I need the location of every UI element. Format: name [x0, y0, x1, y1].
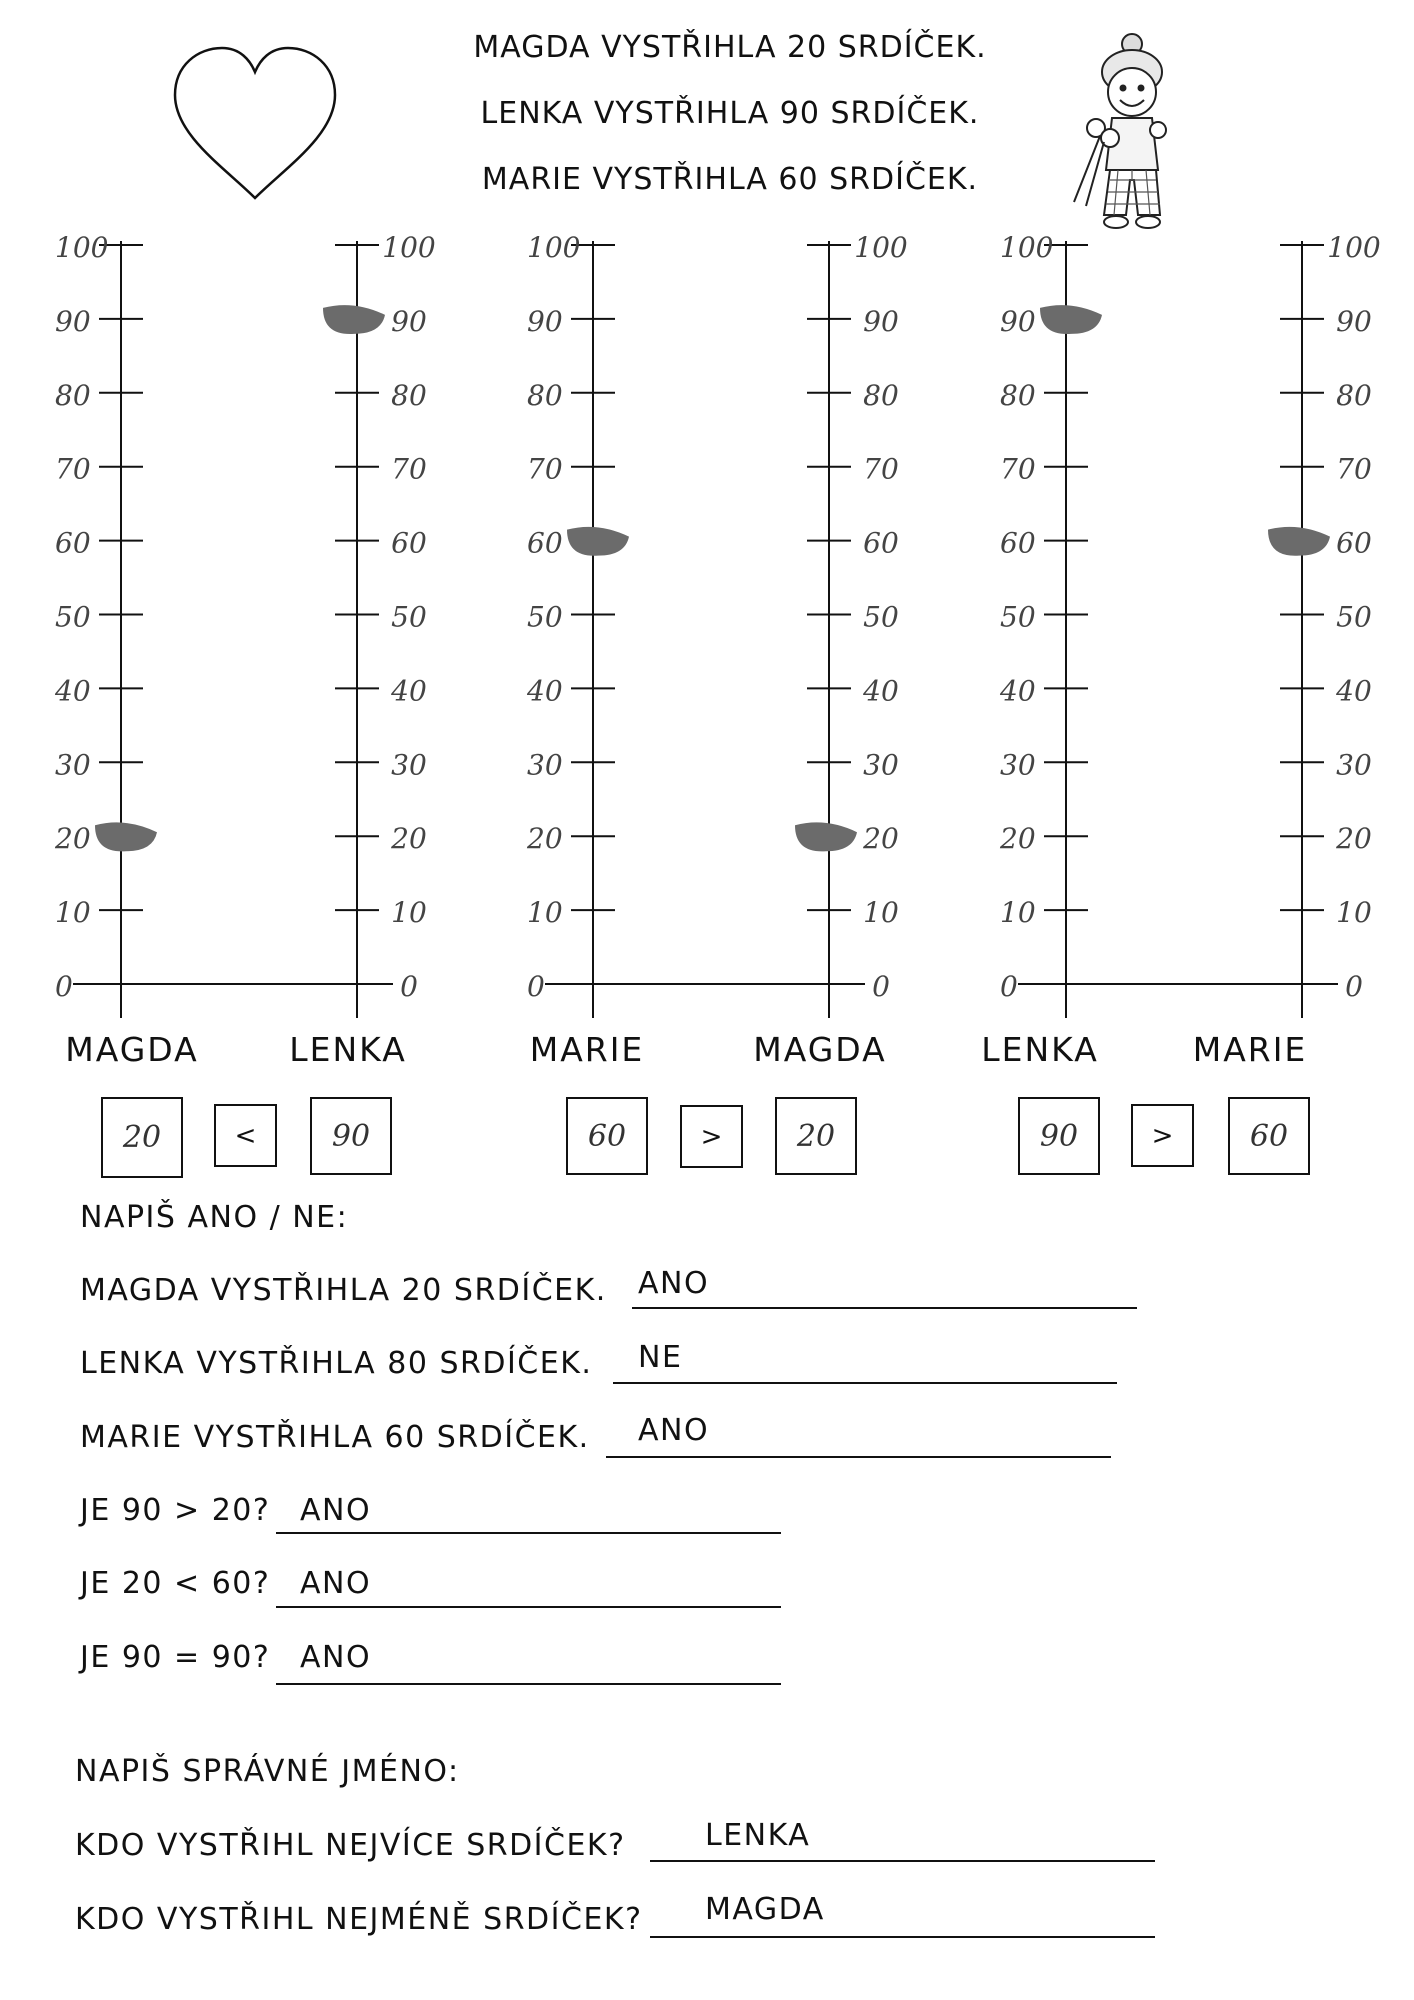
question-6: JE 90 = 90?: [80, 1640, 271, 1675]
scale-tick-label: 20: [391, 822, 427, 856]
answer-6[interactable]: ANO: [300, 1640, 372, 1675]
value-marker: [795, 822, 857, 851]
answer-3[interactable]: ANO: [638, 1413, 710, 1448]
question-1: MAGDA VYSTŘIHLA 20 SRDÍČEK.: [80, 1273, 607, 1308]
scale-tick-label: 90: [1000, 304, 1036, 338]
scale-tick-label: 40: [55, 674, 91, 708]
question-2: LENKA VYSTŘIHLA 80 SRDÍČEK.: [80, 1346, 593, 1381]
scale-tick-label: 90: [1336, 304, 1372, 338]
scale-tick-label: 0: [55, 970, 73, 1003]
scale-tick-label: 50: [55, 600, 91, 634]
symbol-box-1[interactable]: <: [214, 1104, 277, 1167]
scale-label-magda-2: MAGDA: [753, 1030, 887, 1069]
scale-tick-label: 60: [527, 526, 563, 560]
intro-line-lenka: LENKA VYSTŘIHLA 90 SRDÍČEK.: [480, 96, 980, 131]
answer-box-lenka[interactable]: 90: [310, 1097, 392, 1175]
question-5: JE 20 < 60?: [80, 1566, 271, 1601]
answer-box-marie[interactable]: 60: [566, 1097, 648, 1175]
scale-tick-label: 40: [863, 674, 899, 708]
answer-line-2: [613, 1382, 1117, 1384]
scale-tick-label: 70: [1000, 452, 1036, 486]
scale-tick-label: 10: [391, 896, 427, 930]
scale-label-marie-2: MARIE: [1192, 1030, 1308, 1069]
scale-tick-label: 80: [391, 378, 427, 412]
answer-5[interactable]: ANO: [300, 1566, 372, 1601]
scale-tick-label: 0: [527, 970, 545, 1003]
scale-tick-label: 100: [854, 231, 908, 264]
scale-tick-label: 50: [391, 600, 427, 634]
scale-tick-label: 90: [55, 304, 91, 338]
scale-tick-label: 70: [1336, 452, 1372, 486]
answer-2[interactable]: NE: [638, 1340, 683, 1375]
answer-line-least: [650, 1936, 1155, 1938]
answer-line-5: [276, 1606, 781, 1608]
scale-tick-label: 40: [391, 674, 427, 708]
answer-4[interactable]: ANO: [300, 1493, 372, 1528]
value-marker: [1040, 305, 1102, 334]
scale-label-lenka-2: LENKA: [981, 1030, 1099, 1069]
question-3: MARIE VYSTŘIHLA 60 SRDÍČEK.: [80, 1420, 590, 1455]
symbol-box-2[interactable]: >: [680, 1105, 743, 1168]
answer-line-4: [276, 1532, 781, 1534]
answer-most[interactable]: LENKA: [705, 1818, 811, 1853]
scale-tick-label: 40: [1336, 674, 1372, 708]
scale-tick-label: 100: [1327, 231, 1381, 264]
scale-tick-label: 60: [55, 526, 91, 560]
scale-tick-label: 0: [1345, 970, 1363, 1003]
scale-tick-label: 40: [1000, 674, 1036, 708]
scale-tick-label: 30: [391, 748, 427, 782]
scale-tick-label: 70: [55, 452, 91, 486]
symbol-box-3[interactable]: >: [1131, 1104, 1194, 1167]
section-heading-ano-ne: NAPIŠ ANO / NE:: [80, 1200, 349, 1235]
answer-line-3: [606, 1456, 1111, 1458]
answer-box-magda-2[interactable]: 20: [775, 1097, 857, 1175]
scale-tick-label: 20: [863, 822, 899, 856]
scale-tick-label: 100: [1000, 231, 1054, 264]
scale-tick-label: 0: [400, 970, 418, 1003]
value-marker: [567, 527, 629, 556]
value-marker: [323, 305, 385, 334]
scale-tick-label: 70: [391, 452, 427, 486]
answer-box-lenka-2[interactable]: 90: [1018, 1097, 1100, 1175]
scale-tick-label: 100: [527, 231, 581, 264]
scale-tick-label: 30: [863, 748, 899, 782]
scale-tick-label: 80: [1000, 378, 1036, 412]
scale-tick-label: 80: [1336, 378, 1372, 412]
scale-tick-label: 20: [527, 822, 563, 856]
scale-tick-label: 50: [1000, 600, 1036, 634]
answer-line-6: [276, 1683, 781, 1685]
scale-tick-label: 80: [55, 378, 91, 412]
scale-tick-label: 10: [1336, 896, 1372, 930]
scale-tick-label: 100: [382, 231, 436, 264]
question-least: KDO VYSTŘIHL NEJMÉNĚ SRDÍČEK?: [75, 1902, 643, 1937]
scale-tick-label: 10: [527, 896, 563, 930]
scale-tick-label: 40: [527, 674, 563, 708]
scale-tick-label: 20: [55, 822, 91, 856]
scale-label-lenka: LENKA: [289, 1030, 407, 1069]
scale-tick-label: 30: [55, 748, 91, 782]
scale-tick-label: 100: [55, 231, 109, 264]
scale-tick-label: 10: [55, 896, 91, 930]
scale-tick-label: 30: [1000, 748, 1036, 782]
value-marker: [95, 822, 157, 851]
scale-tick-label: 0: [872, 970, 890, 1003]
scale-tick-label: 90: [863, 304, 899, 338]
intro-line-marie: MARIE VYSTŘIHLA 60 SRDÍČEK.: [481, 162, 979, 197]
scale-tick-label: 10: [863, 896, 899, 930]
answer-1[interactable]: ANO: [638, 1266, 710, 1301]
scale-tick-label: 90: [527, 304, 563, 338]
scale-tick-label: 50: [863, 600, 899, 634]
answer-line-most: [650, 1860, 1155, 1862]
scale-tick-label: 60: [863, 526, 899, 560]
scale-label-magda: MAGDA: [65, 1030, 199, 1069]
scale-tick-label: 80: [863, 378, 899, 412]
answer-least[interactable]: MAGDA: [705, 1892, 825, 1927]
scale-tick-label: 50: [527, 600, 563, 634]
answer-box-marie-2[interactable]: 60: [1228, 1097, 1310, 1175]
scale-tick-label: 20: [1000, 822, 1036, 856]
scale-tick-label: 60: [391, 526, 427, 560]
answer-line-1: [632, 1307, 1137, 1309]
scale-tick-label: 70: [527, 452, 563, 486]
scale-label-marie: MARIE: [529, 1030, 645, 1069]
scale-tick-label: 30: [527, 748, 563, 782]
scale-tick-label: 20: [1336, 822, 1372, 856]
scale-tick-label: 90: [391, 304, 427, 338]
scale-tick-label: 10: [1000, 896, 1036, 930]
scale-tick-label: 30: [1336, 748, 1372, 782]
answer-box-magda[interactable]: 20: [101, 1097, 183, 1178]
scale-tick-label: 70: [863, 452, 899, 486]
scale-tick-label: 60: [1000, 526, 1036, 560]
value-marker: [1268, 527, 1330, 556]
scale-tick-label: 50: [1336, 600, 1372, 634]
question-4: JE 90 > 20?: [80, 1493, 271, 1528]
scale-tick-label: 60: [1336, 526, 1372, 560]
scale-tick-label: 0: [1000, 970, 1018, 1003]
section-heading-name: NAPIŠ SPRÁVNÉ JMÉNO:: [75, 1754, 460, 1789]
question-most: KDO VYSTŘIHL NEJVÍCE SRDÍČEK?: [75, 1828, 626, 1863]
scale-tick-label: 80: [527, 378, 563, 412]
intro-line-magda: MAGDA VYSTŘIHLA 20 SRDÍČEK.: [473, 30, 987, 65]
